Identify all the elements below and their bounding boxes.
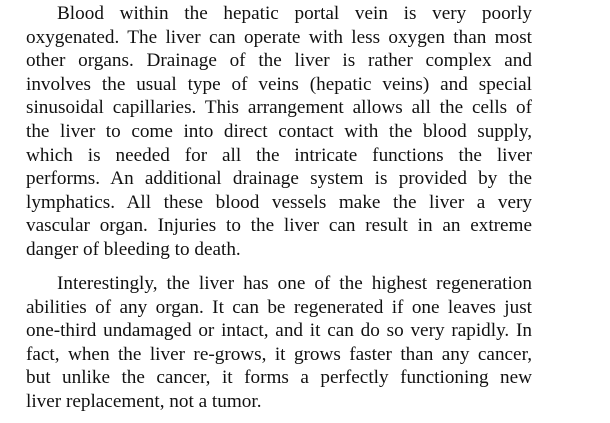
text-line: performs. An additional drainage system is provided by the (26, 168, 532, 190)
paragraph-liver-blood-supply (26, 2, 532, 262)
text-line: lymphatics. All these blood vessels make the liver a very (26, 191, 532, 213)
text-line: the liver to come into direct contact with the blood supply, (26, 120, 532, 142)
text-line: involves the usual type of veins (hepatic veins) and special (26, 73, 532, 95)
text-line: vascular organ. Injuries to the liver can result in an extreme (26, 215, 532, 237)
paragraph-liver-regeneration (26, 272, 532, 414)
text-line: sinusoidal capillaries. This arrangement allows all the cells of (26, 97, 532, 119)
text-line: oxygenated. The liver can operate with less oxygen than most (26, 26, 532, 48)
text-line: abilities of any organ. It can be regenerated if one leaves just (26, 296, 532, 318)
text-line: which is needed for all the intricate functions the liver (26, 144, 532, 166)
text-line: Interestingly, the liver has one of the highest regeneration (57, 273, 532, 294)
text-line: other organs. Drainage of the liver is rather complex and (26, 50, 532, 72)
text-line: liver replacement, not a tumor. (26, 390, 262, 412)
text-line: but unlike the cancer, it forms a perfectly functioning new (26, 367, 532, 389)
text-line: danger of bleeding to death. (26, 238, 241, 260)
text-line: one-third undamaged or intact, and it can do so very rapidly. In (26, 320, 532, 342)
text-line: fact, when the liver re-grows, it grows faster than any cancer, (26, 343, 532, 365)
text-line: Blood within the hepatic portal vein is very poorly (57, 3, 532, 24)
